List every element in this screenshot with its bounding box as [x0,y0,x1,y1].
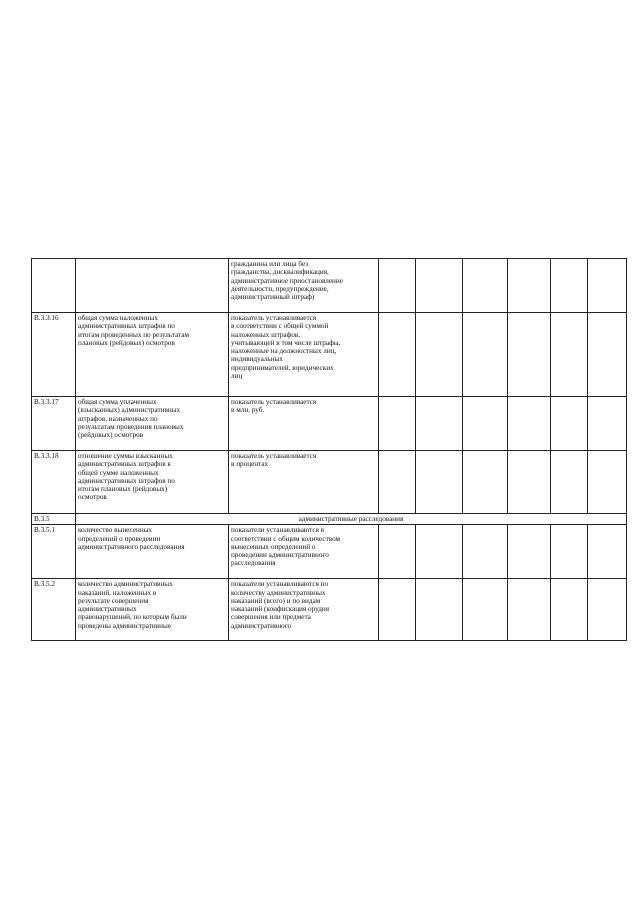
value-cell [508,397,551,451]
value-cell [551,313,588,397]
value-cell [463,397,508,451]
value-cell [508,579,551,641]
value-cell [416,579,463,641]
value-cell [588,397,627,451]
value-cell [551,259,588,313]
section-row [32,514,627,525]
row-name [76,259,229,313]
table-row [32,397,627,451]
row-code: В.3.3.17 [32,397,76,451]
table-row [32,525,627,579]
row-code: В.3.5.1 [32,525,76,579]
value-cell [416,397,463,451]
value-cell [379,525,416,579]
row-name: количество вынесенных определений о проведении административного расследования [76,525,229,579]
value-cell [551,451,588,514]
section-code: В.3.5 [32,514,76,525]
value-cell [463,451,508,514]
value-cell [508,525,551,579]
value-cell [508,451,551,514]
value-cell [551,579,588,641]
value-cell [379,259,416,313]
row-name: общая сумма наложенных административных штрафов по итогам проведенных по результатам плановых (рейдовых) осмотров [76,313,229,397]
row-code: В.3.3.16 [32,313,76,397]
table-row [32,313,627,397]
row-name: общая сумма уплаченных (взысканных) административных штрафов, назначенных по результатам проведения плановых (рейдовых) осмотров [76,397,229,451]
value-cell [508,259,551,313]
row-description: показатели устанавливаются по количеству административных наказаний (всего) и по видам наказаний (конфискация орудия совершения или предмета административного [229,579,379,641]
value-cell [463,579,508,641]
row-description: показатель устанавливается в соответствии с общей суммой наложенных штрафов, учитывающей в том числе штрафы, наложенные на должностных лиц, индивидуальных предпринимателей, юридических лиц [229,313,379,397]
value-cell [551,525,588,579]
value-cell [463,313,508,397]
value-cell [416,313,463,397]
value-cell [588,259,627,313]
indicators-table [31,258,627,641]
row-code: В.3.3.18 [32,451,76,514]
value-cell [588,525,627,579]
section-title: административные расследования [76,514,627,525]
value-cell [379,451,416,514]
table-row [32,579,627,641]
row-code: В.3.5.2 [32,579,76,641]
value-cell [416,451,463,514]
value-cell [588,313,627,397]
value-cell [588,451,627,514]
value-cell [588,579,627,641]
value-cell [508,313,551,397]
value-cell [379,579,416,641]
row-description: показатель устанавливается в млн. руб. [229,397,379,451]
row-name: отношение суммы взысканных административных штрафов к общей сумме наложенных административных штрафов по итогам плановых (рейдовых) осмотров [76,451,229,514]
table-row [32,451,627,514]
value-cell [463,259,508,313]
value-cell [379,313,416,397]
value-cell [379,397,416,451]
row-description: показатели устанавливаются в соответствии с общим количеством вынесенных определений о проведении административного расследования [229,525,379,579]
value-cell [463,525,508,579]
value-cell [416,259,463,313]
value-cell [416,525,463,579]
row-name: количество административных наказаний, наложенных в результате совершения административных правонарушений, по которым были проведены административные [76,579,229,641]
table-row [32,259,627,313]
row-description: показатель устанавливается в процентах [229,451,379,514]
value-cell [551,397,588,451]
row-description: гражданина или лица без гражданства, дисквалификация, административное приостановление деятельности, предупреждение, административный штраф) [229,259,379,313]
row-code [32,259,76,313]
